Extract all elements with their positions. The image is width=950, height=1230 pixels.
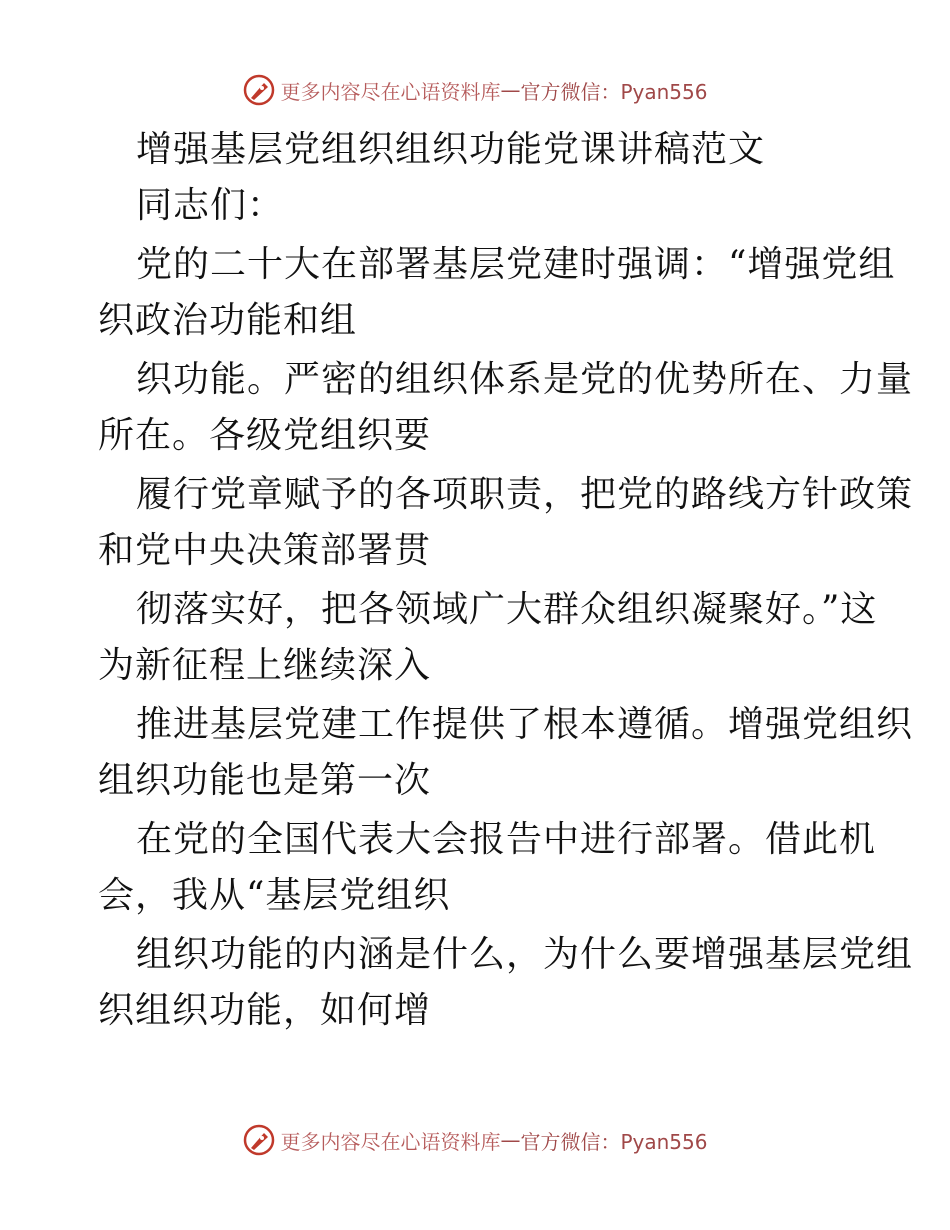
watermark-separator: — bbox=[500, 78, 521, 102]
paragraph-line: 会，我从“基层党组织 bbox=[98, 875, 451, 916]
watermark-wechat-text: 官方微信：Pyan556 bbox=[520, 1129, 708, 1154]
watermark-main-text: 更多内容尽在心语资料库 bbox=[280, 79, 501, 104]
pen-nib-logo-icon bbox=[242, 1123, 276, 1157]
document-title: 增强基层党组织组织功能党课讲稿范文 bbox=[136, 129, 766, 170]
watermark-main-text: 更多内容尽在心语资料库 bbox=[280, 1129, 501, 1154]
paragraph-line: 组织功能也是第一次 bbox=[98, 760, 432, 801]
watermark-banner-top bbox=[0, 70, 950, 110]
paragraph-line: 织组织功能，如何增 bbox=[98, 990, 432, 1031]
watermark-separator: — bbox=[500, 1128, 521, 1152]
paragraph-line: 推进基层党建工作提供了根本遵循。增强党组织 bbox=[136, 704, 914, 745]
paragraph-line: 织功能。严密的组织体系是党的优势所在、力量 bbox=[136, 359, 914, 400]
paragraph-line: 彻落实好，把各领域广大群众组织凝聚好。”这 bbox=[136, 589, 878, 630]
paragraph-line: 织政治功能和组 bbox=[98, 300, 358, 341]
paragraph-line: 所在。各级党组织要 bbox=[98, 415, 432, 456]
greeting: 同志们： bbox=[136, 185, 285, 226]
paragraph-line: 为新征程上继续深入 bbox=[98, 645, 432, 686]
paragraph-line: 党的二十大在部署基层党建时强调：“增强党组 bbox=[136, 244, 896, 285]
paragraph-line: 和党中央决策部署贯 bbox=[98, 530, 432, 571]
document-body bbox=[98, 122, 914, 1039]
paragraph-line: 组织功能的内涵是什么，为什么要增强基层党组 bbox=[136, 934, 914, 975]
pen-nib-logo-icon bbox=[242, 73, 276, 107]
paragraph-line: 在党的全国代表大会报告中进行部署。借此机 bbox=[136, 819, 877, 860]
watermark-wechat-text: 官方微信：Pyan556 bbox=[520, 79, 708, 104]
watermark-banner-bottom bbox=[0, 1120, 950, 1160]
paragraph-line: 履行党章赋予的各项职责，把党的路线方针政策 bbox=[136, 474, 914, 515]
